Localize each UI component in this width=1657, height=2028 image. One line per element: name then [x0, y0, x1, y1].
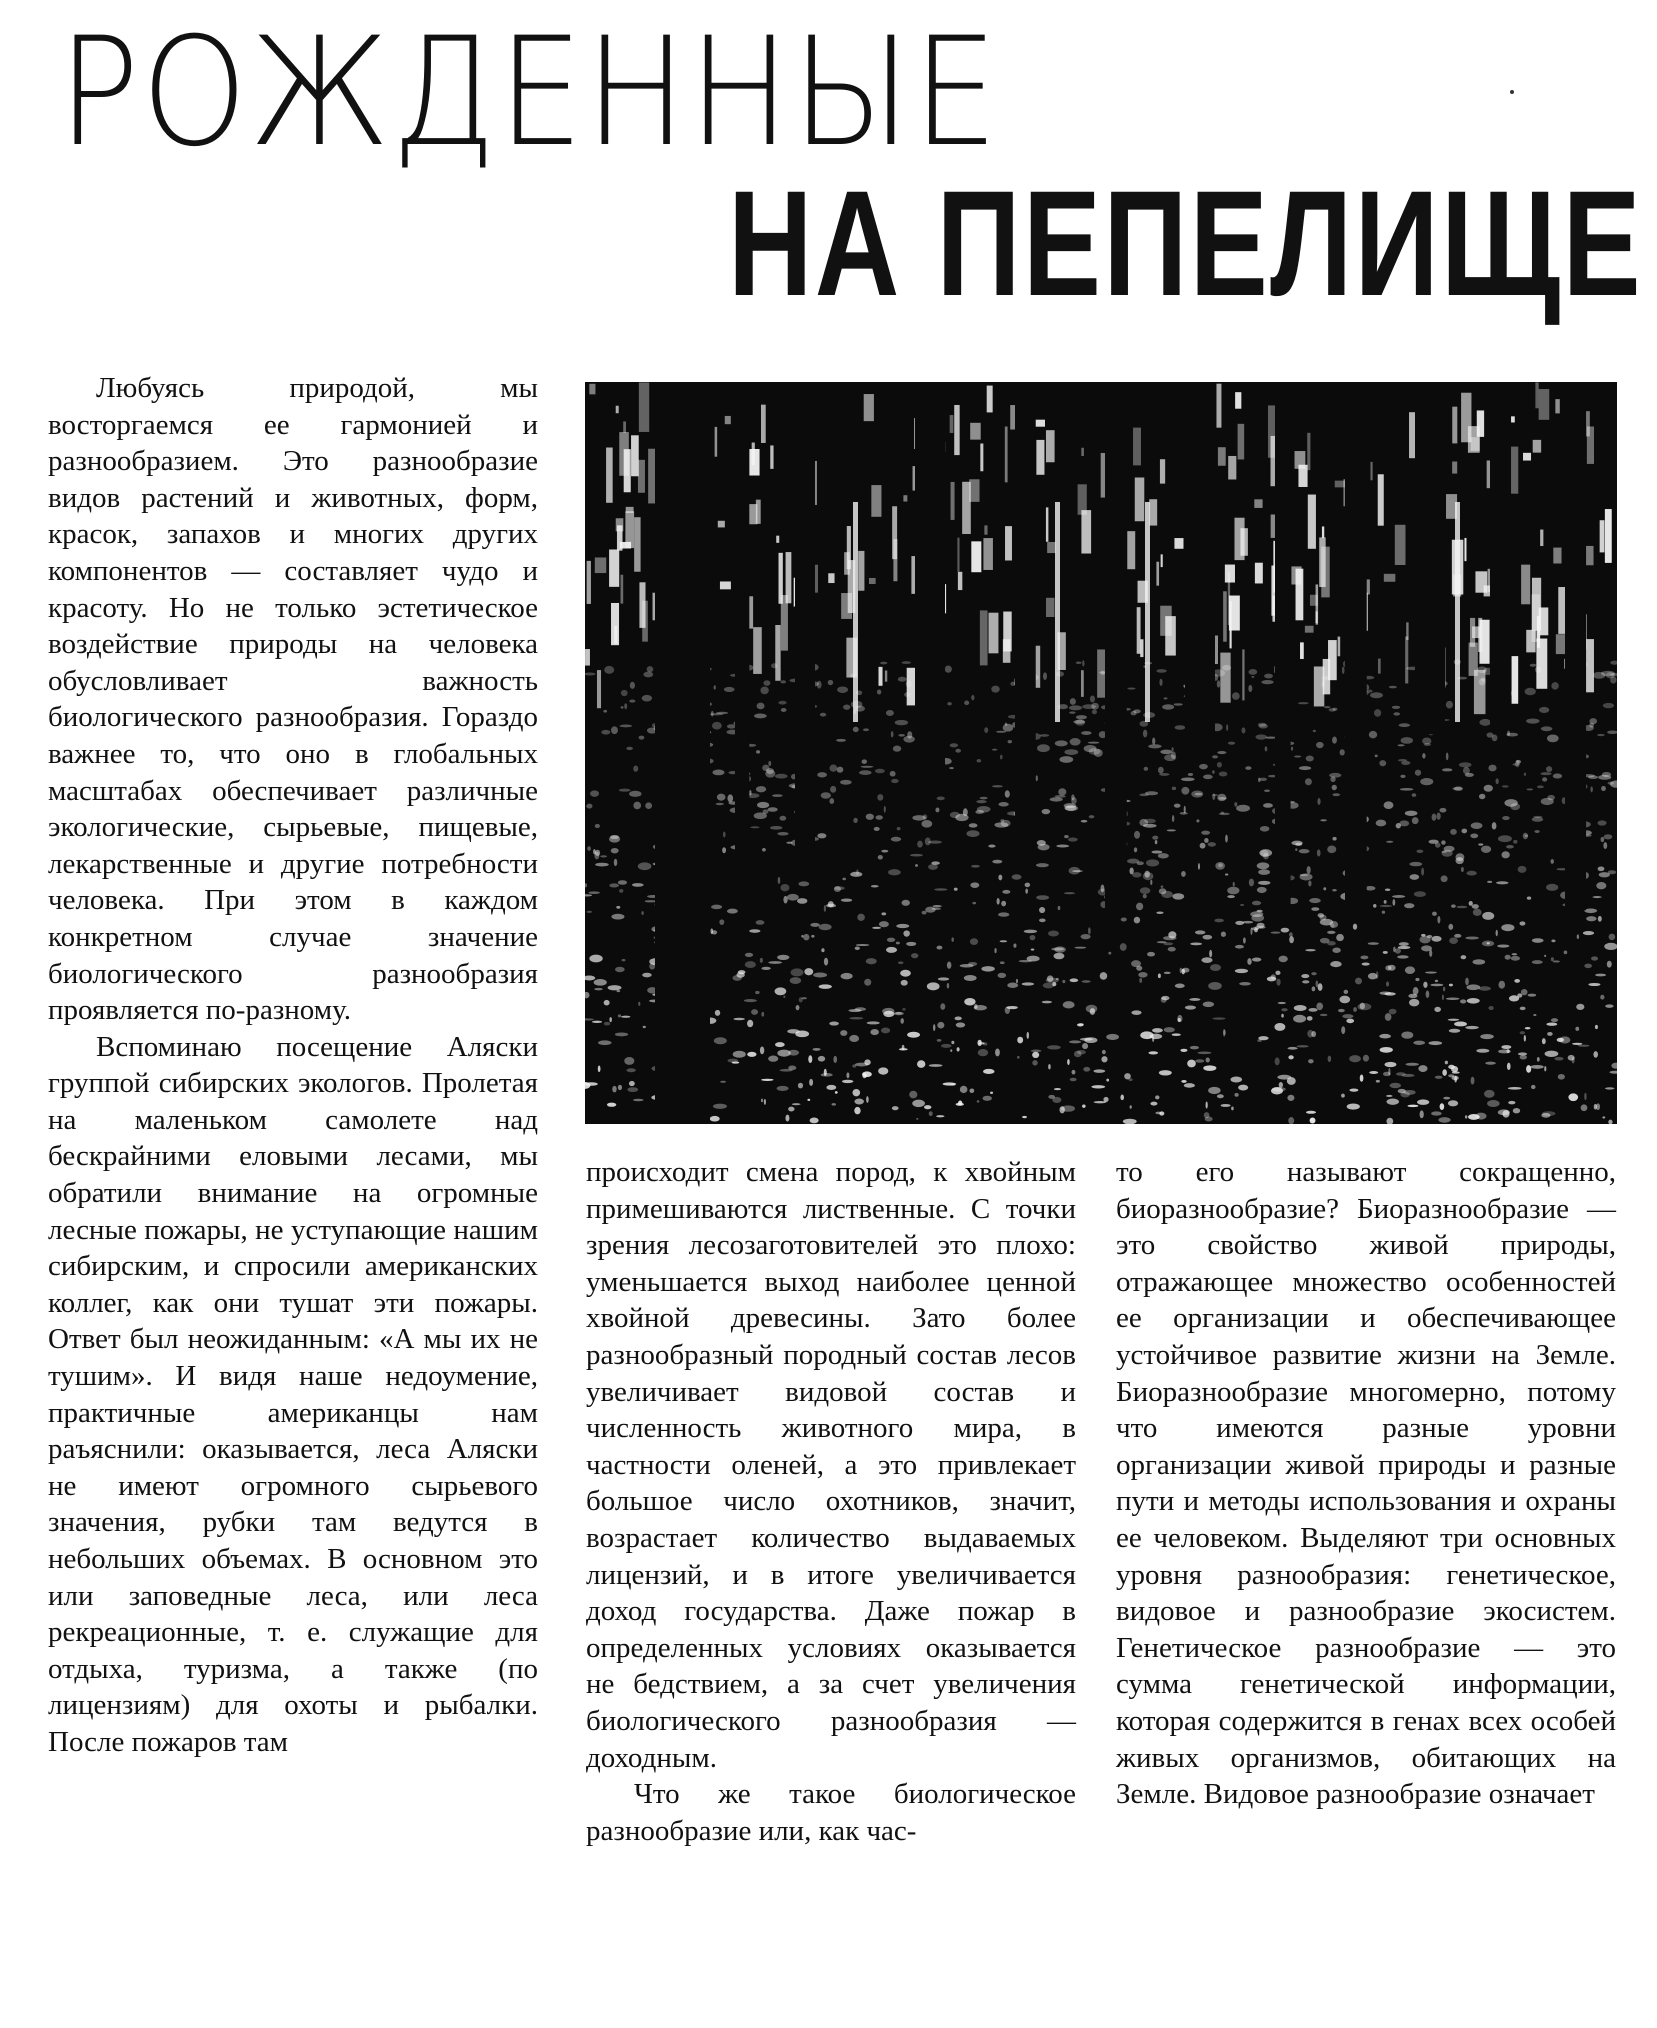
forest-photo-icon [585, 382, 1617, 1124]
paragraph-biodiversity: то его называют сокращенно, биоразнообразие? Биоразнообразие — это свойство живой природы, отражающее множество особенностей ее организации и обеспечивающее устойчивое развитие жизни на Земле. Биоразнообразие многомерно, потому что имеются разные уровни организации живой природы и разные пути и методы использования и охраны ее человеком. Выделяют три основных уровня разнообразия: генетическое, видовое и разнообразие экосистем. Генетическое разнообразие — это сумма генетической информации, которая содержится в генах всех особей живых организмов, обитающих на Земле. Видовое разнообразие означает [1116, 1156, 1616, 1811]
article-column-3 [1116, 1154, 1616, 1813]
headline-line-2: НА ПЕПЕЛИЩЕ [728, 159, 1643, 327]
paragraph-intro: Любуясь природой, мы восторгаемся ее гармонией и разнообразием. Это разнообразие видов растений и животных, форм, красок, запахов и многих других компонентов — составляет чудо и красоту. Но не только эстетическое воздействие природы на человека обусловливает важность биологического разнообразия. Гораздо важнее то, что оно в глобальных масштабах обеспечивает различные экологические, сырьевые, пищевые, лекарственные и другие потребности человека. При этом в каждом конкретном случае значение биологического разнообразия проявляется по-разному. [48, 372, 538, 1027]
paragraph-alaska: Вспоминаю посещение Аляски группой сибирских экологов. Пролетая на маленьком самолете над бескрайними еловыми лесами, мы обратили внимание на огромные лесные пожары, не уступающие нашим сибирским, и спросили американских коллег, как они тушат эти пожары. Ответ был неожиданным: «А мы их не тушим». И видя наше недоумение, практичные американцы нам раъяснили: оказывается, леса Аляски не имеют огромного сырьевого значения, рубки там ведутся в небольших объемах. В основном это или заповедные леса, или леса рекреационные, т. е. служащие для отдыха, туризма, а также (по лицензиям) для охоты и рыбалки. После пожаров там [48, 1030, 538, 1758]
paragraph-question: Что же такое биологическое разнообразие или, как час- [586, 1778, 1076, 1847]
print-speck [1510, 90, 1514, 94]
forest-photo [585, 382, 1617, 1124]
article-column-1 [48, 370, 538, 1761]
paragraph-succession: происходит смена пород, к хвойным примешиваются лиственные. С точки зрения лесозаготовителей это плохо: уменьшается выход наиболее ценной хвойной древесины. Зато более разнообразный породный состав лесов увеличивает видовой состав и численность животного мира, в частности оленей, а это привлекает большое число охотников, значит, возрастает количество выдаваемых лицензий, и в итоге увеличивается доход государства. Даже пожар в определенных условиях оказывается не бедствием, а за счет увеличения биологического разнообразия — доходным. [586, 1156, 1076, 1774]
article-column-2 [586, 1154, 1076, 1849]
headline-line-1: РОЖДЕННЫЕ [58, 6, 1000, 180]
